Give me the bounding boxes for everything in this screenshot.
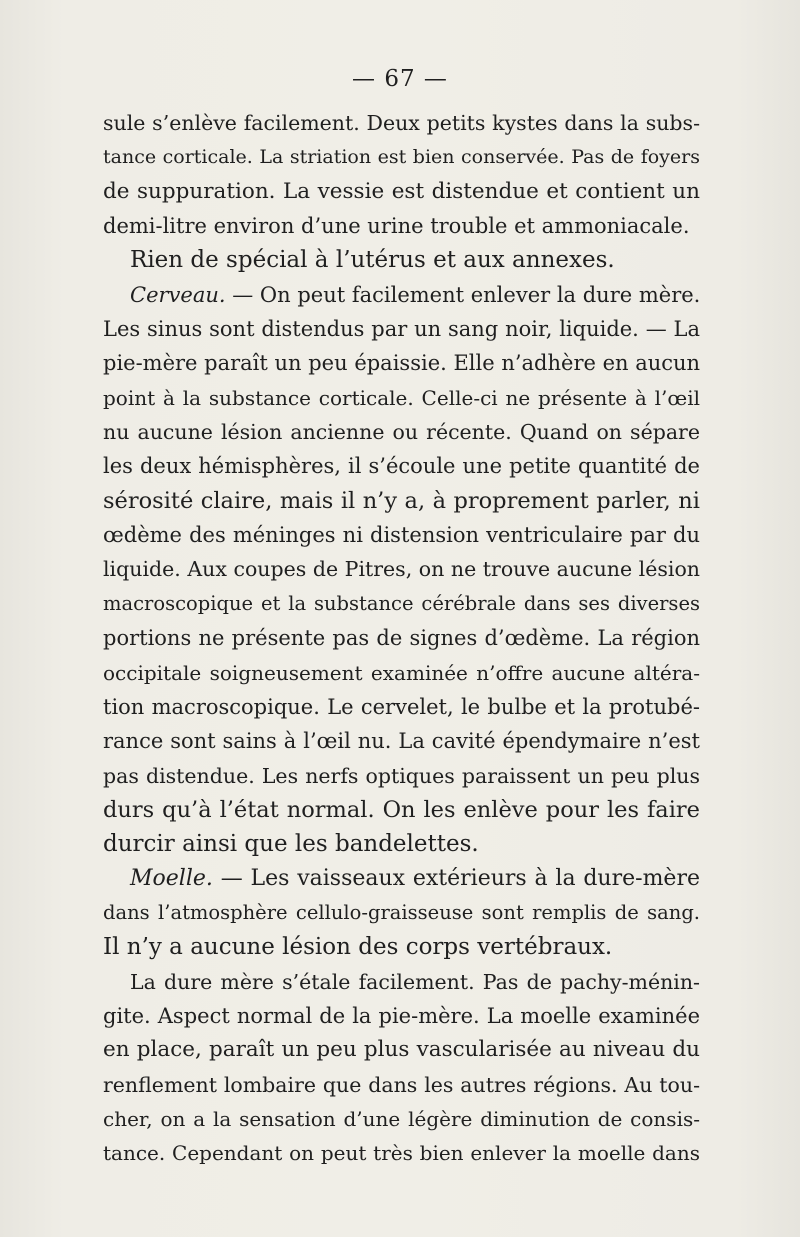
- text-line: portions ne présente pas de signes d’œdème. La région: [103, 626, 700, 651]
- text-line: liquide. Aux coupes de Pitres, on ne trouve aucune lésion: [103, 557, 700, 582]
- text-line: nu aucune lésion ancienne ou récente. Quand on sépare: [103, 420, 700, 445]
- text-line-moelle: [103, 862, 700, 896]
- section-heading-cerveau: Cerveau.: [130, 282, 226, 307]
- section-heading-moelle: Moelle.: [130, 865, 213, 891]
- text-line: Rien de spécial à l’utérus et aux annexes.: [130, 247, 615, 274]
- text-line: dans l’atmosphère cellulo-graisseuse sont remplis de sang.: [103, 900, 700, 924]
- text-line-cerveau: [103, 278, 700, 312]
- text-line: sérosité claire, mais il n’y a, à proprement parler, ni: [103, 487, 700, 514]
- text-line: œdème des méninges ni distension ventriculaire par du: [103, 523, 700, 548]
- text-line: pie-mère paraît un peu épaissie. Elle n’adhère en aucun: [103, 351, 701, 376]
- text-line: les deux hémisphères, il s’écoule une petite quantité de: [103, 454, 700, 479]
- text-line: tion macroscopique. Le cervelet, le bulbe et la protubé-: [103, 694, 700, 719]
- text-line: Les sinus sont distendus par un sang noir, liquide. — La: [103, 317, 700, 342]
- text-line: occipitale soigneusement examinée n’offre aucune altéra-: [103, 660, 700, 685]
- text-line: renflement lombaire que dans les autres régions. Au tou-: [103, 1072, 700, 1097]
- text-line: de suppuration. La vessie est distendue et contient un: [103, 178, 700, 204]
- text-line-rest: — On peut facilement enlever la dure mère.: [232, 282, 701, 307]
- text-line: rance sont sains à l’œil nu. La cavité épendymaire n’est: [103, 729, 700, 754]
- text-line: durs qu’à l’état normal. On les enlève pour les faire: [103, 796, 700, 823]
- text-line: cher, on a la sensation d’une légère diminution de consis-: [103, 1106, 700, 1131]
- text-line: pas distendue. Les nerfs optiques paraissent un peu plus: [103, 763, 700, 788]
- text-line: sule s’enlève facilement. Deux petits kystes dans la subs-: [103, 111, 700, 135]
- page-number: — 67 —: [352, 66, 448, 92]
- text-line: point à la substance corticale. Celle-ci ne présente à l’œil: [103, 385, 700, 410]
- text-line: tance corticale. La striation est bien conservée. Pas de foyers: [103, 146, 700, 169]
- text-line: durcir ainsi que les bandelettes.: [103, 831, 479, 858]
- text-line-rest: — Les vaisseaux extérieurs à la dure-mère: [220, 865, 700, 891]
- text-line: macroscopique et la substance cérébrale dans ses diverses: [103, 591, 700, 615]
- text-line: Il n’y a aucune lésion des corps vertébraux.: [103, 934, 613, 961]
- text-line: gite. Aspect normal de la pie-mère. La moelle examinée: [103, 1003, 700, 1028]
- text-line: en place, paraît un peu plus vascularisée au niveau du: [103, 1037, 700, 1063]
- body-text: [103, 106, 700, 1171]
- text-line: demi-litre environ d’une urine trouble et ammoniacale.: [103, 214, 690, 239]
- text-line: La dure mère s’étale facilement. Pas de pachy-ménin-: [130, 969, 700, 994]
- text-line: tance. Cependant on peut très bien enlever la moelle dans: [103, 1141, 700, 1166]
